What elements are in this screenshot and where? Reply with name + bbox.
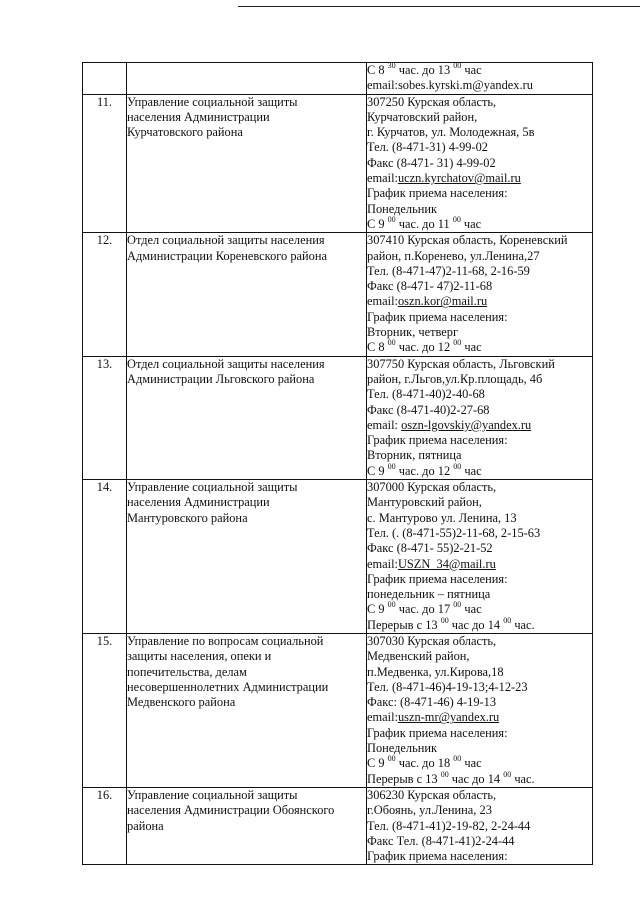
contact-line: График приема населения: — [367, 186, 508, 201]
email-link[interactable]: uczn.kyrchatov@mail.ru — [397, 171, 521, 186]
hours-text: час. до 11 — [395, 216, 453, 231]
contact-line: Факс (8-471- 47)2-11-68 — [367, 279, 493, 294]
contact-line: Курчатовский район, — [367, 109, 478, 124]
info-cell — [367, 63, 593, 95]
minutes-superscript: 00 — [453, 338, 462, 348]
contact-line: Медвенский район, — [367, 649, 470, 664]
hours-line: С 8 $^{30}$ час. до 13 $^{00}$ час — [367, 61, 482, 77]
email-link[interactable]: oszn-lgovskiy@yandex.ru — [401, 417, 532, 432]
contact-line: 306230 Курская область, — [367, 787, 497, 802]
hours-text: час. до 18 — [395, 756, 454, 771]
minutes-superscript: 00 — [503, 769, 512, 779]
hours-text: час до 14 — [448, 771, 504, 786]
contact-line: Понедельник — [367, 741, 438, 756]
email-link[interactable]: uszn-mr@yandex.ru — [397, 710, 500, 725]
minutes-superscript: 00 — [387, 754, 396, 764]
row-number: 12. — [83, 233, 127, 356]
row-number: 14. — [83, 480, 127, 634]
minutes-superscript: 00 — [453, 600, 462, 610]
email-prefix: email: — [367, 710, 398, 725]
hours-text: час. до 12 — [395, 463, 454, 478]
organization-name — [127, 480, 367, 634]
contact-line: Понедельник — [367, 201, 438, 216]
hours-text: С 9 — [367, 602, 388, 617]
hours-text: час. до 17 — [395, 602, 454, 617]
contact-line: Тел. (. (8-471-55)2-11-68, 2-15-63 — [367, 525, 541, 540]
contact-info — [367, 94, 593, 233]
email-line — [367, 418, 592, 433]
contact-line: Факс Тел. (8-471-41)2-24-44 — [367, 833, 515, 848]
contact-line: г. Курчатов, ул. Молодежная, 5в — [367, 125, 535, 140]
email-line — [367, 294, 592, 309]
minutes-superscript: 00 — [387, 461, 396, 471]
contact-line: 307410 Курская область, Кореневский — [367, 233, 568, 248]
hours-line — [367, 602, 592, 617]
contact-info — [367, 356, 593, 479]
table-row-continuation — [83, 63, 593, 95]
organization-name-line: Администрации Льговского района — [127, 371, 315, 386]
minutes-superscript: 00 — [453, 461, 462, 471]
row-number: 15. — [83, 633, 127, 787]
organization-name-line: Управление социальной защиты — [127, 94, 298, 109]
organization-name-line: населения Администрации — [127, 495, 270, 510]
row-number: 13. — [83, 356, 127, 479]
hours-text: С 9 — [367, 216, 388, 231]
organization-name — [127, 633, 367, 787]
contact-line: Тел. (8-471-40)2-40-68 — [367, 387, 485, 402]
hours-line — [367, 756, 592, 771]
row-number: 16. — [83, 787, 127, 864]
organization-name-line: несовершеннолетних Администрации — [127, 679, 329, 694]
hours-line — [367, 214, 592, 232]
minutes-superscript: 00 — [387, 338, 396, 348]
hours-line — [367, 461, 592, 479]
table-row — [83, 356, 593, 479]
contact-line: с. Мантурово ул. Ленина, 13 — [367, 510, 517, 525]
hours-text: Перерыв с 13 — [367, 617, 441, 632]
organization-name — [127, 787, 367, 864]
contact-info — [367, 233, 593, 356]
contact-line: График приема населения: — [367, 309, 508, 324]
hours-text: час — [461, 340, 482, 355]
organization-name-line: населения Администрации Обоянского — [127, 803, 335, 818]
email-link[interactable]: USZN_34@mail.ru — [397, 556, 496, 571]
organization-name-line: Управление социальной защиты — [127, 787, 298, 802]
email-link[interactable]: oszn.kor@mail.ru — [397, 294, 488, 309]
organization-name-line: Медвенского района — [127, 695, 236, 710]
hours-line — [367, 340, 592, 355]
email-prefix: email: — [367, 171, 398, 186]
contact-line: График приема населения: — [367, 849, 508, 864]
contacts-table-body — [83, 63, 593, 865]
name-cell — [127, 63, 367, 95]
organization-name-line: защиты населения, опеки и — [127, 649, 272, 664]
contact-line: район, г.Льгов,ул.Кр.площадь, 4б — [367, 371, 543, 386]
contact-line: район, п.Коренево, ул.Ленина,27 — [367, 248, 540, 263]
hours-text: час — [461, 602, 482, 617]
contact-line: Тел. (8-471-46)4-19-13;4-12-23 — [367, 679, 528, 694]
minutes-superscript: 00 — [440, 769, 449, 779]
organization-name-line: Управление социальной защиты — [127, 480, 298, 495]
contact-line: Факс (8-471- 55)2-21-52 — [367, 541, 493, 556]
email-prefix: email: — [367, 556, 398, 571]
organization-name-line: района — [127, 818, 164, 833]
minutes-superscript: 00 — [440, 615, 449, 625]
hours-text: С 9 — [367, 463, 388, 478]
organization-name-line: Отдел социальной защиты населения — [127, 233, 325, 248]
minutes-superscript: 00 — [503, 615, 512, 625]
email-prefix: email: — [367, 294, 398, 309]
contact-line: График приема населения: — [367, 725, 508, 740]
hours-text: Перерыв с 13 — [367, 771, 441, 786]
contacts-table — [82, 62, 593, 865]
minutes-superscript: 00 — [387, 600, 396, 610]
contact-line: 307250 Курская область, — [367, 94, 497, 109]
email-line — [367, 171, 592, 186]
organization-name-line: Мантуровского района — [127, 510, 248, 525]
minutes-superscript: 00 — [452, 214, 461, 224]
table-row — [83, 94, 593, 233]
minutes-superscript: 00 — [453, 754, 462, 764]
contact-line: г.Обоянь, ул.Ленина, 23 — [367, 803, 492, 818]
contact-line: Тел. (8-471-47)2-11-68, 2-16-59 — [367, 263, 530, 278]
page-top-rule — [238, 6, 640, 7]
hours-text: час. до 12 — [395, 340, 454, 355]
hours-text: час — [460, 216, 482, 231]
contact-line: График приема населения: — [367, 571, 508, 586]
hours-text: час — [461, 463, 482, 478]
organization-name-line: Курчатовского района — [127, 125, 243, 140]
hours-text: С 9 — [367, 756, 388, 771]
hours-text: час. — [511, 617, 535, 632]
contact-line: Факс (8-471-40)2-27-68 — [367, 402, 490, 417]
contact-line: Вторник, четверг — [367, 325, 459, 340]
hours-text: час до 14 — [448, 617, 504, 632]
contact-line: 307000 Курская область, — [367, 480, 497, 495]
contact-line: понедельник – пятница — [367, 587, 491, 602]
organization-name-line: населения Администрации — [127, 109, 270, 124]
contact-line: Тел. (8-471-41)2-19-82, 2-24-44 — [367, 818, 531, 833]
organization-name — [127, 356, 367, 479]
contact-line: 307030 Курская область, — [367, 633, 497, 648]
organization-name-line: Администрации Кореневского района — [127, 248, 327, 263]
contact-line: Мантуровский район, — [367, 495, 482, 510]
contact-info — [367, 633, 593, 787]
contact-line: График приема населения: — [367, 433, 508, 448]
email-line: email:sobes.kyrski.m@yandex.ru — [367, 78, 533, 93]
row-number: 11. — [83, 94, 127, 233]
contact-line: п.Медвенка, ул.Кирова,18 — [367, 664, 504, 679]
table-row — [83, 233, 593, 356]
contact-info — [367, 480, 593, 634]
hours-line — [367, 615, 592, 633]
contact-line: Вторник, пятница — [367, 448, 462, 463]
organization-name — [127, 233, 367, 356]
number-cell — [83, 63, 127, 95]
contact-info — [367, 787, 593, 864]
hours-text: час — [461, 756, 482, 771]
hours-text: час. — [511, 771, 535, 786]
contact-line: Тел. (8-471-31) 4-99-02 — [367, 140, 488, 155]
minutes-superscript: 00 — [387, 214, 396, 224]
email-prefix: email: — [367, 417, 402, 432]
email-line — [367, 710, 592, 725]
organization-name — [127, 94, 367, 233]
table-row — [83, 633, 593, 787]
organization-name-line: Отдел социальной защиты населения — [127, 356, 325, 371]
contact-line: 307750 Курская область, Льговский — [367, 356, 555, 371]
table-row — [83, 480, 593, 634]
organization-name-line: Управление по вопросам социальной — [127, 633, 324, 648]
hours-line — [367, 769, 592, 787]
organization-name-line: попечительства, делам — [127, 664, 247, 679]
hours-text: С 8 — [367, 340, 388, 355]
contact-line: Факс: (8-471-46) 4-19-13 — [367, 695, 497, 710]
email-line — [367, 557, 592, 572]
contact-line: Факс (8-471- 31) 4-99-02 — [367, 155, 496, 170]
table-row — [83, 787, 593, 864]
